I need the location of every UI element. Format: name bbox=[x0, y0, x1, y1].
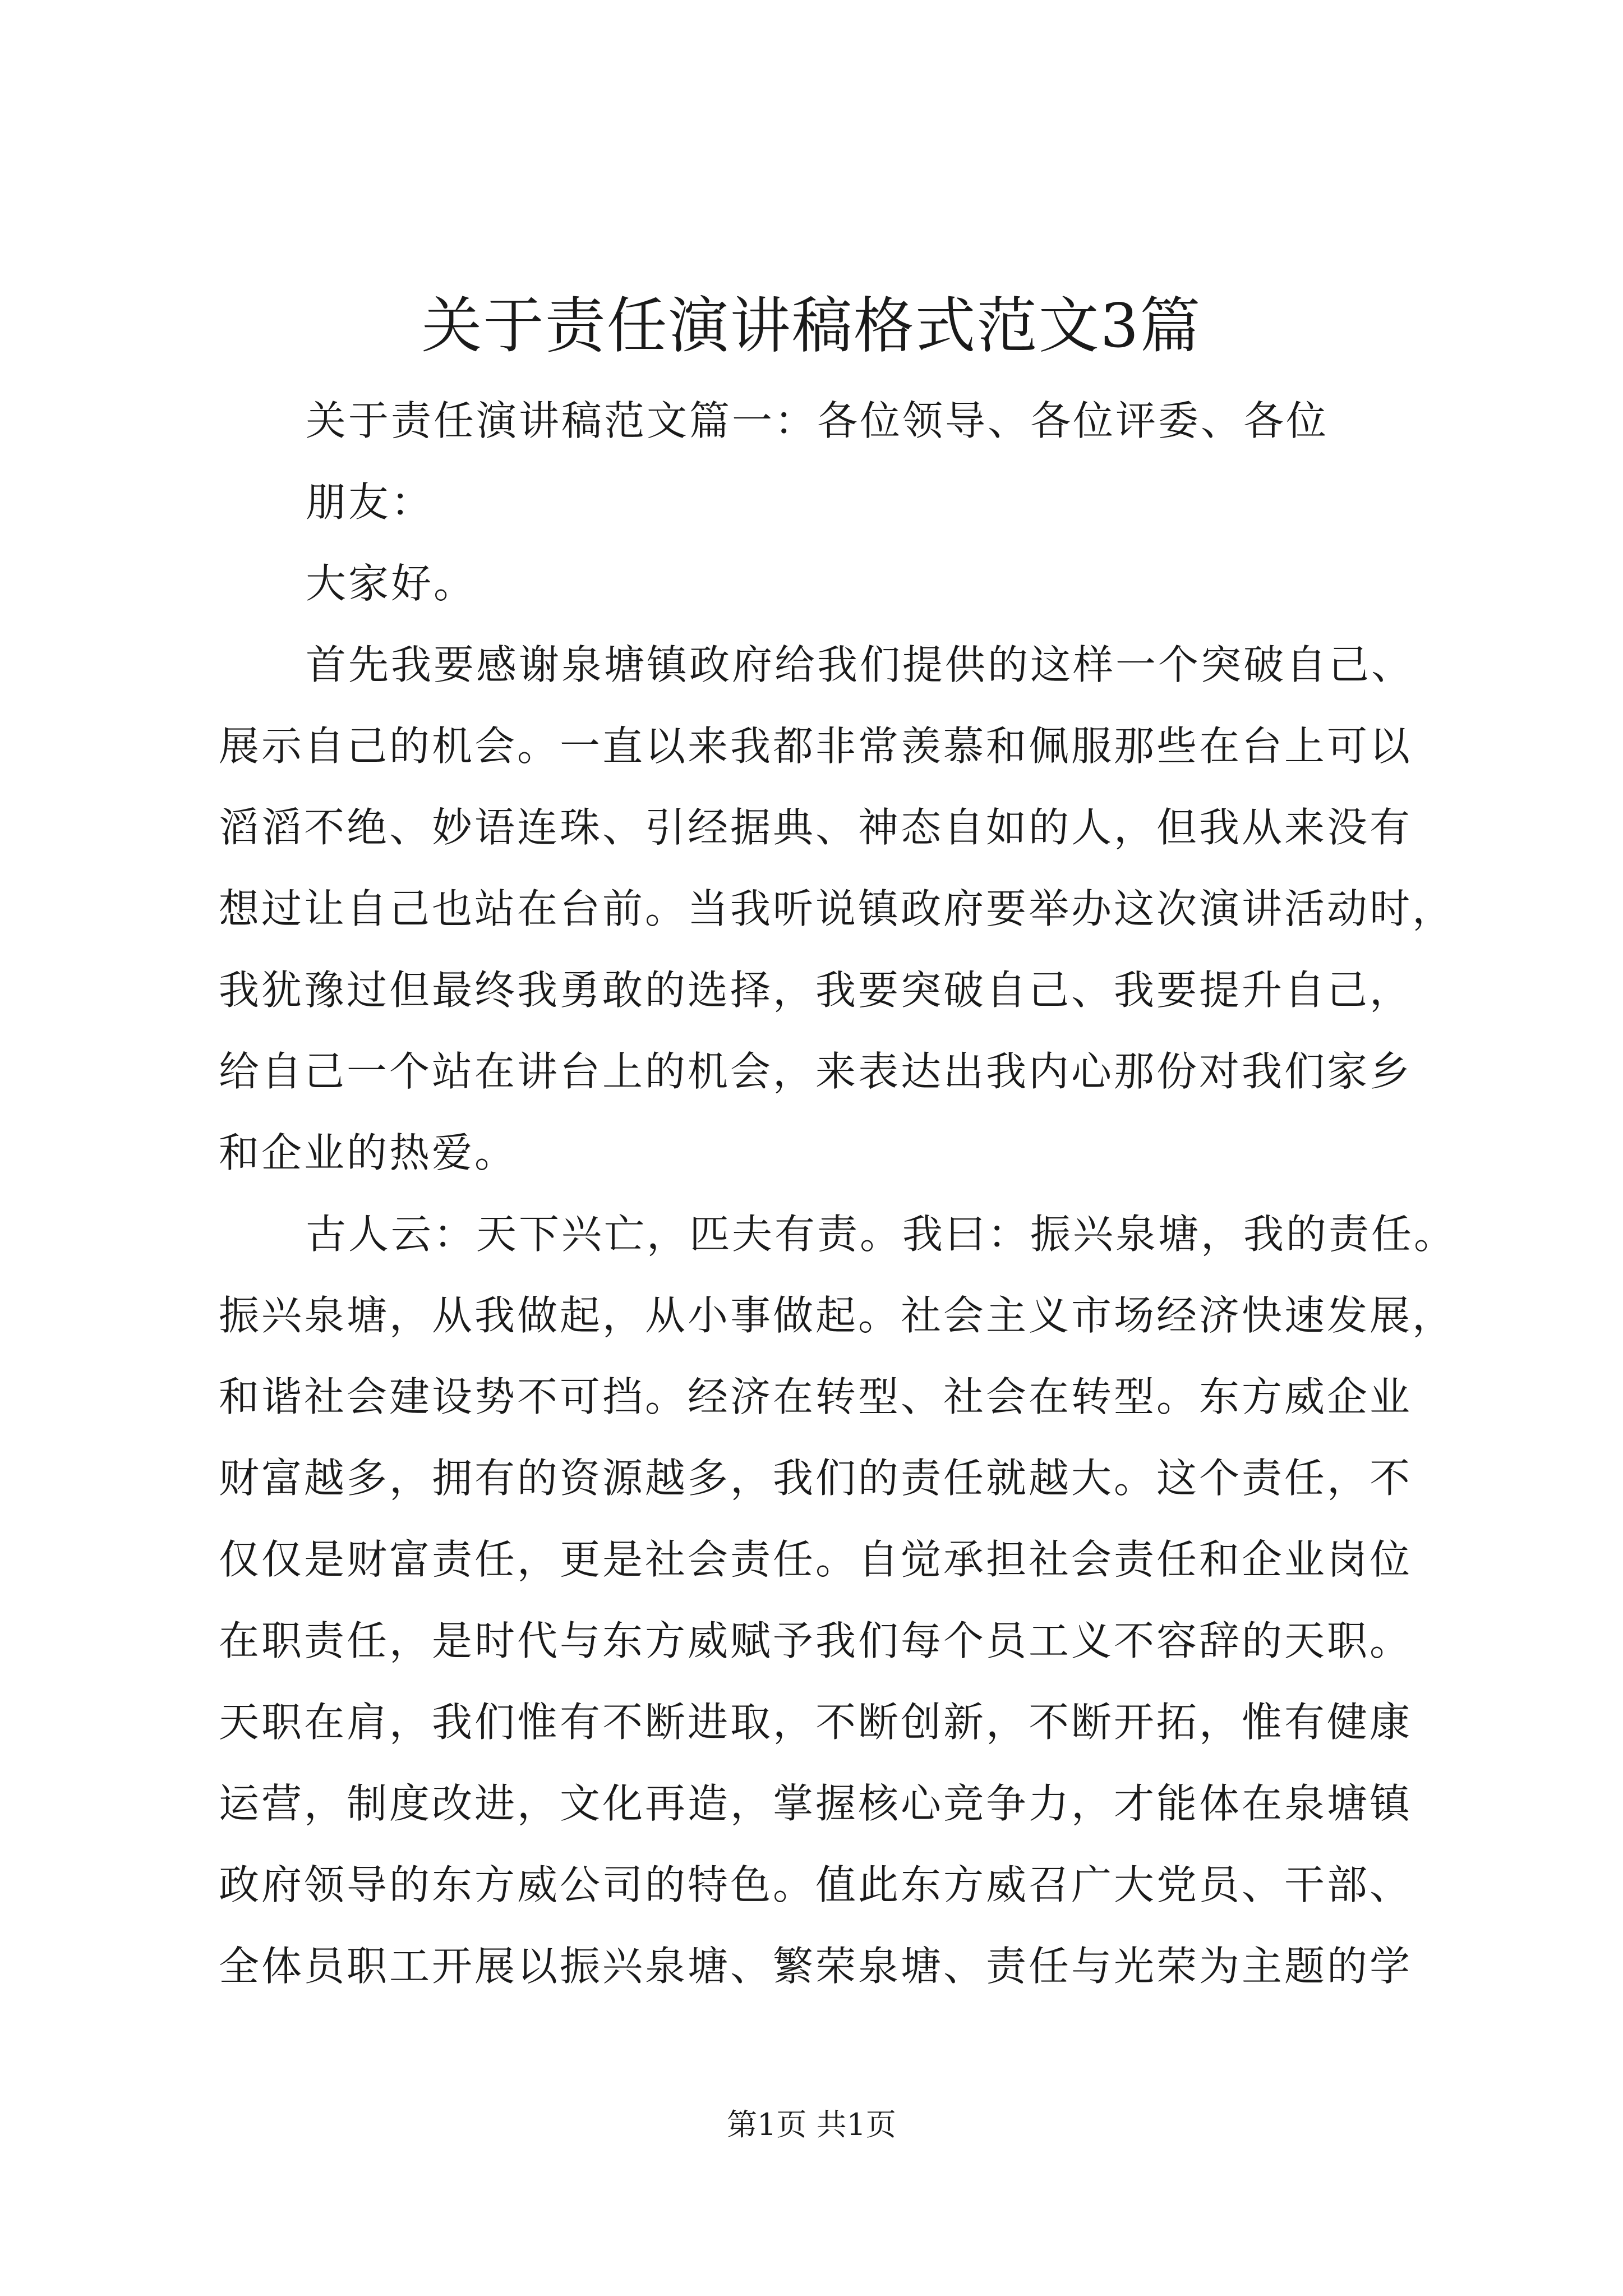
text-line: 古人云：天下兴亡，匹夫有责。我曰：振兴泉塘，我的责任。 bbox=[306, 1211, 1457, 1258]
document-title: 关于责任演讲稿格式范文3篇 bbox=[421, 291, 1202, 361]
text-line: 我犹豫过但最终我勇敢的选择，我要突破自己、我要提升自己， bbox=[219, 967, 1413, 1014]
text-line: 给自己一个站在讲台上的机会，来表达出我内心那份对我们家乡 bbox=[219, 1048, 1413, 1095]
text-line: 仅仅是财富责任，更是社会责任。自觉承担社会责任和企业岗位 bbox=[219, 1536, 1413, 1583]
text-line: 运营，制度改进，文化再造，掌握核心竞争力，才能体在泉塘镇 bbox=[219, 1780, 1413, 1827]
text-line: 滔滔不绝、妙语连珠、引经据典、神态自如的人，但我从来没有 bbox=[219, 804, 1413, 851]
text-line: 天职在肩，我们惟有不断进取，不断创新，不断开拓，惟有健康 bbox=[219, 1699, 1413, 1746]
page-footer: 第1页 共1页 bbox=[727, 2107, 896, 2142]
text-line: 和企业的热爱。 bbox=[219, 1129, 518, 1176]
text-line: 朋友： bbox=[306, 478, 434, 526]
text-line: 和谐社会建设势不可挡。经济在转型、社会在转型。东方威企业 bbox=[219, 1373, 1413, 1420]
text-line: 政府领导的东方威公司的特色。值此东方威召广大党员、干部、 bbox=[219, 1861, 1413, 1908]
text-line: 全体员职工开展以振兴泉塘、繁荣泉塘、责任与光荣为主题的学 bbox=[219, 1943, 1413, 1990]
text-line: 财富越多，拥有的资源越多，我们的责任就越大。这个责任，不 bbox=[219, 1455, 1413, 1502]
text-line: 大家好。 bbox=[306, 560, 477, 607]
text-line: 关于责任演讲稿范文篇一：各位领导、各位评委、各位 bbox=[306, 397, 1329, 444]
text-line: 振兴泉塘，从我做起，从小事做起。社会主义市场经济快速发展， bbox=[219, 1292, 1455, 1339]
text-line: 首先我要感谢泉塘镇政府给我们提供的这样一个突破自己、 bbox=[306, 641, 1414, 688]
text-line: 展示自己的机会。一直以来我都非常羡慕和佩服那些在台上可以 bbox=[219, 723, 1413, 770]
text-line: 在职责任，是时代与东方威赋予我们每个员工义不容辞的天职。 bbox=[219, 1617, 1413, 1664]
text-line: 想过让自己也站在台前。当我听说镇政府要举办这次演讲活动时， bbox=[219, 885, 1455, 932]
